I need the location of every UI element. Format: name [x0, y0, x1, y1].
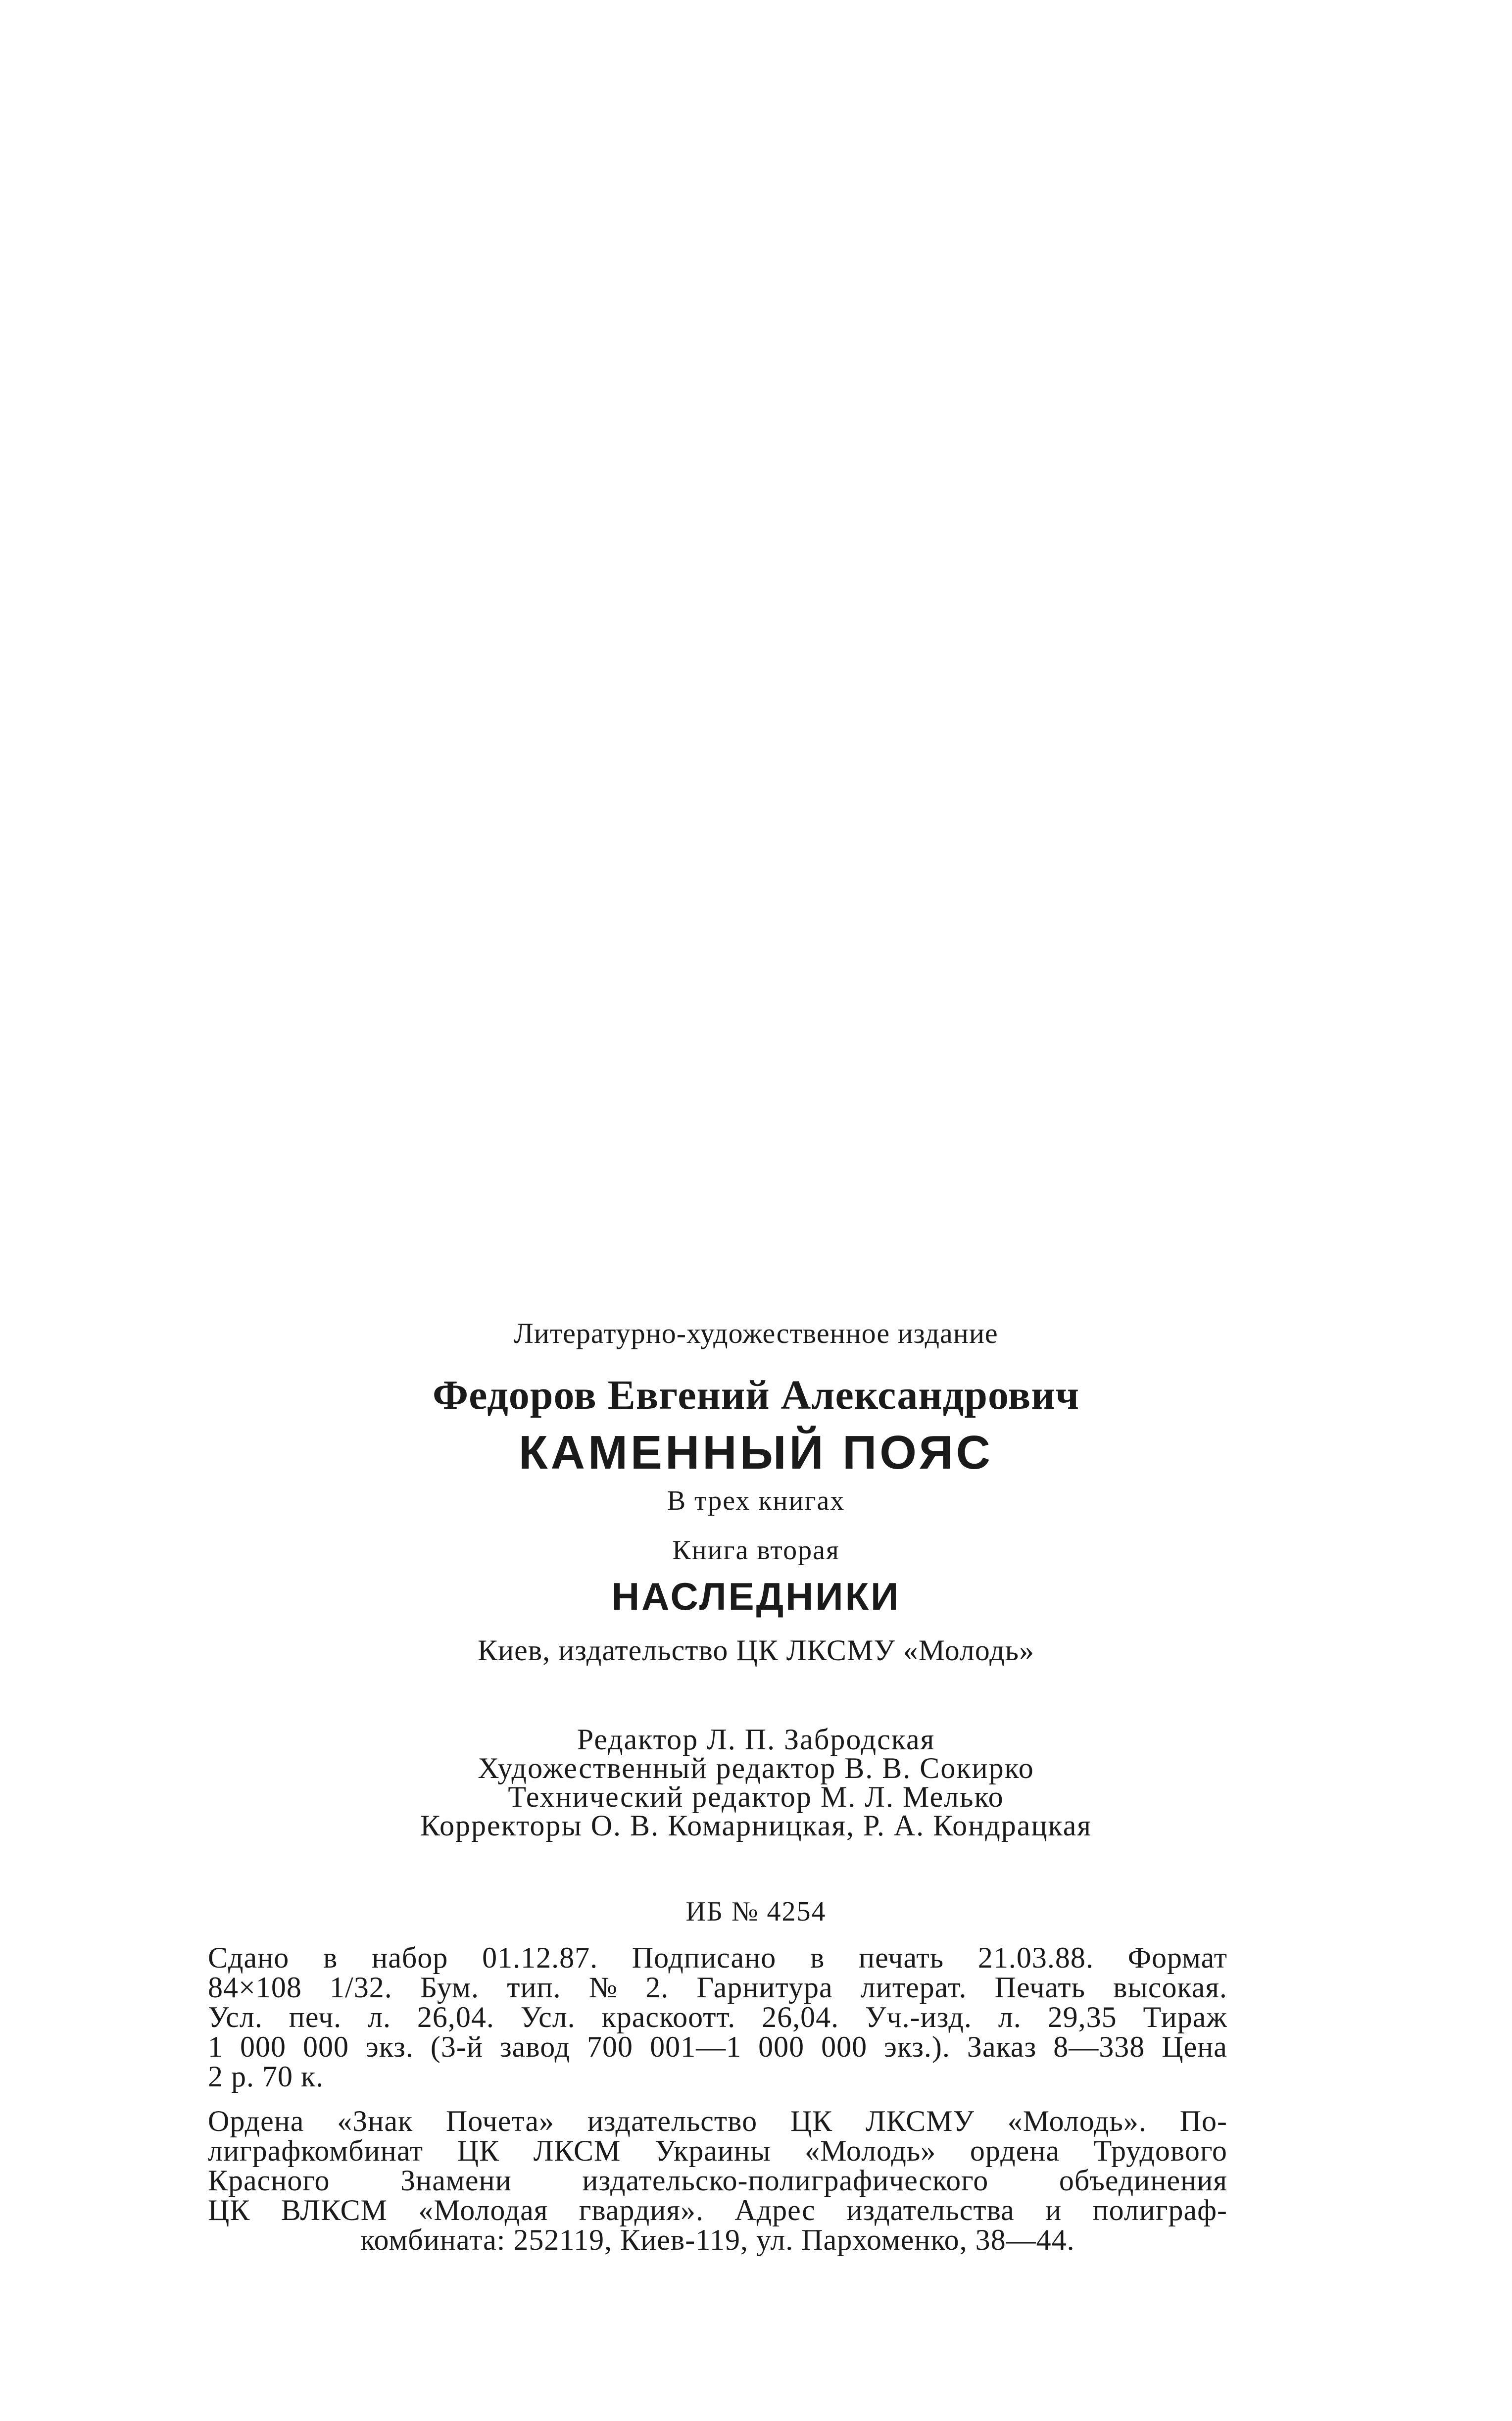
book-number: Книга вторая	[672, 1535, 840, 1566]
imprint-word: Красного	[208, 2164, 330, 2197]
imprint-word: 000	[821, 2030, 868, 2063]
imprint-word: «Молодая	[418, 2194, 548, 2226]
imprint-word: 700	[587, 2030, 634, 2063]
imprint-word: Усл.	[520, 2001, 576, 2033]
imprint-word: 8—338	[1053, 2030, 1145, 2063]
printers-block	[208, 2106, 1227, 2255]
imprint-word: Гарнитура	[696, 1971, 833, 2004]
imprint-word: ЛКСМУ	[865, 2105, 975, 2137]
imprint-word: набор	[372, 1941, 448, 1974]
imprint-word: Ордена	[208, 2105, 304, 2137]
credits-block	[0, 1725, 1512, 1840]
imprint-word: Печать	[994, 1971, 1085, 2004]
imprint-word: тип.	[507, 1971, 561, 2004]
printers-line	[208, 2106, 1227, 2136]
print-specs-line	[208, 2002, 1227, 2032]
series-subtitle: В трех книгах	[667, 1485, 845, 1516]
imprint-word: Адрес	[734, 2194, 816, 2226]
printers-text: комбината: 252119, Киев-119, ул. Пархоменко, 38—44.	[360, 2223, 1075, 2256]
imprint-word: Заказ	[967, 2030, 1037, 2063]
imprint-word: полиграф-	[1092, 2194, 1227, 2226]
printers-line	[208, 2225, 1227, 2255]
imprint-word: ордена	[970, 2134, 1060, 2167]
imprint-word: печать	[859, 1941, 944, 1974]
imprint-word: л.	[998, 2001, 1022, 2033]
book-series-title: КАМЕННЫЙ ПОЯС	[519, 1426, 993, 1479]
publisher: Киев, издательство ЦК ЛКСМУ «Молодь»	[478, 1634, 1034, 1667]
imprint-word: Подписано	[632, 1941, 777, 1974]
imprint-word: 26,04.	[417, 2001, 494, 2033]
imprint-word: 000	[758, 2030, 805, 2063]
imprint-word: 1	[208, 2030, 223, 2063]
print-specs-line	[208, 1973, 1227, 2002]
imprint-word: Почета»	[445, 2105, 555, 2137]
edition-type: Литературно-художественное издание	[514, 1317, 998, 1349]
printers-line	[208, 2166, 1227, 2195]
imprint-word: (3-й	[430, 2030, 483, 2063]
imprint-word: Тираж	[1143, 2001, 1227, 2033]
imprint-word: 000	[303, 2030, 349, 2063]
print-specs-block	[208, 1943, 1227, 2091]
imprint-word: ЦК	[208, 2194, 250, 2226]
credit-technical-editor: Технический редактор М. Л. Мелько	[508, 1780, 1004, 1813]
imprint-word: издательства	[846, 2194, 1015, 2226]
imprint-word: ВЛКСМ	[281, 2194, 388, 2226]
imprint-word: ЛКСМ	[533, 2134, 621, 2167]
imprint-word: №	[588, 1971, 618, 2004]
imprint-word: завод	[499, 2030, 571, 2063]
imprint-word: 84×108	[208, 1971, 302, 2004]
imprint-word: 001—1	[650, 2030, 742, 2063]
imprint-word: 01.12.87.	[482, 1941, 598, 1974]
ib-number: ИБ № 4254	[685, 1896, 827, 1927]
imprint-word: Формат	[1127, 1941, 1227, 1974]
printers-line	[208, 2195, 1227, 2225]
imprint-word: Знамени	[400, 2164, 512, 2197]
imprint-word: гвардия».	[579, 2194, 704, 2226]
imprint-word: в	[323, 1941, 338, 1974]
imprint-word: издательство	[587, 2105, 758, 2137]
print-specs-line	[208, 1943, 1227, 1973]
imprint-word: «Знак	[337, 2105, 413, 2137]
imprint-word: в	[810, 1941, 825, 1974]
print-specs-line	[208, 2032, 1227, 2062]
imprint-word: Цена	[1162, 2030, 1227, 2063]
credit-editor: Редактор Л. П. Забродская	[577, 1723, 935, 1756]
imprint-word: ЦК	[457, 2134, 500, 2167]
author-name: Федоров Евгений Александрович	[432, 1372, 1080, 1418]
imprint-word: объединения	[1059, 2164, 1227, 2197]
imprint-word: высокая.	[1113, 1971, 1227, 2004]
imprint-word: Бум.	[420, 1971, 480, 2004]
imprint-word: и	[1045, 2194, 1062, 2226]
imprint-word: издательско-полиграфического	[582, 2164, 989, 2197]
print-specs-text: 2 р. 70 к.	[208, 2060, 324, 2093]
print-specs-line	[208, 2062, 1227, 2091]
imprint-word: Сдано	[208, 1941, 290, 1974]
imprint-word: ЦК	[790, 2105, 833, 2137]
imprint-word: л.	[368, 2001, 391, 2033]
imprint-word: печ.	[289, 2001, 342, 2033]
imprint-word: литерат.	[860, 1971, 967, 2004]
book-title: НАСЛЕДНИКИ	[611, 1575, 901, 1618]
imprint-word: 21.03.88.	[977, 1941, 1094, 1974]
credit-proofreaders: Корректоры О. В. Комарницкая, Р. А. Кондрацкая	[420, 1809, 1092, 1842]
imprint-word: Уч.-изд.	[865, 2001, 972, 2033]
printers-line	[208, 2136, 1227, 2166]
imprint-word: экз.).	[884, 2030, 950, 2063]
imprint-word: 2.	[645, 1971, 669, 2004]
imprint-word: 26,04.	[762, 2001, 839, 2033]
imprint-word: экз.	[366, 2030, 414, 2063]
imprint-word: По-	[1179, 2105, 1227, 2137]
imprint-word: 29,35	[1047, 2001, 1117, 2033]
imprint-word: 000	[240, 2030, 287, 2063]
imprint-word: «Молодь».	[1007, 2105, 1147, 2137]
credit-art-editor: Художественный редактор В. В. Сокирко	[478, 1752, 1034, 1784]
imprint-word: 1/32.	[330, 1971, 392, 2004]
imprint-word: «Молодь»	[805, 2134, 936, 2167]
imprint-word: Усл.	[208, 2001, 263, 2033]
imprint-word: Трудового	[1093, 2134, 1227, 2167]
imprint-word: лиграфкомбинат	[208, 2134, 424, 2167]
imprint-word: краскоотт.	[601, 2001, 736, 2033]
imprint-word: Украины	[654, 2134, 771, 2167]
